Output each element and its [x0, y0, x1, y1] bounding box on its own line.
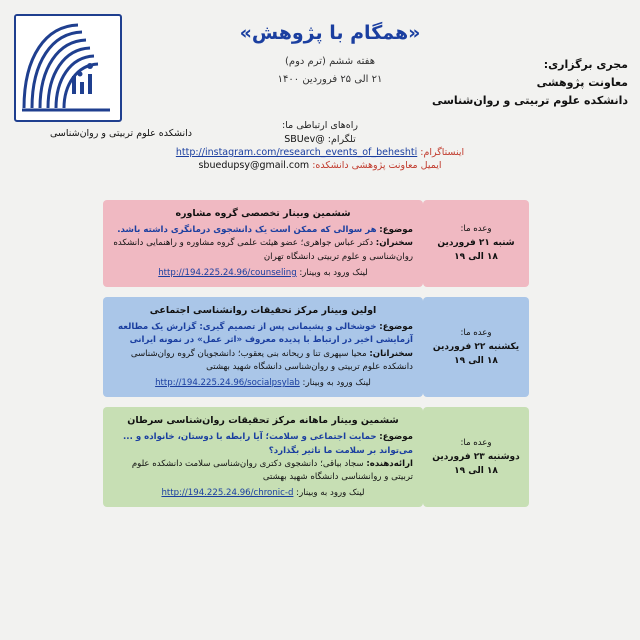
session-speaker — [113, 458, 413, 485]
session-row — [0, 407, 640, 507]
when-label: وعده ما: — [460, 438, 492, 449]
telegram-value[interactable]: @SBUev — [284, 134, 325, 145]
session-card — [103, 200, 423, 287]
session-row — [0, 200, 640, 287]
session-subject-label: موضوع: — [379, 432, 413, 443]
session-link[interactable]: http://194.225.24.96/socialpsylab — [155, 378, 300, 389]
session-link-row — [113, 268, 413, 278]
session-subject — [113, 321, 413, 348]
session-speaker-label: سخنران: — [375, 238, 413, 249]
session-subject — [113, 224, 413, 237]
email-label: ایمیل معاونت پژوهشی دانشکده: — [312, 160, 442, 171]
session-subject-text: خوشخالی و پشیمانی پس از تصمیم گیری: گزارش یک مطالعه آزمایشی اخیر در ارتباط با پدیده معروف «اثر عمل» در نمونه ایرانی — [118, 321, 413, 346]
when-date: دوشنبه ۲۳ فروردین — [432, 452, 520, 463]
contact-email-row — [0, 160, 640, 171]
session-subject-text: حمایت اجتماعی و سلامت؛ آیا رابطه با دوستان، خانواده و ... می‌تواند بر سلامت ما تاثیر بگذارد؟ — [123, 432, 413, 456]
session-subject-label: موضوع: — [379, 225, 413, 235]
page-date-range: ۲۱ الی ۲۵ فروردین ۱۴۰۰ — [277, 74, 383, 85]
email-value[interactable]: sbuedupsy@gmail.com — [198, 160, 310, 171]
when-time: ۱۸ الی ۱۹ — [454, 252, 498, 263]
telegram-label: تلگرام: — [327, 134, 356, 145]
session-card — [103, 297, 423, 397]
session-link-label: لینک ورود به وبینار: — [299, 267, 368, 278]
session-title: ششمین وبینار تخصصی گروه مشاوره — [175, 208, 351, 219]
session-row — [0, 297, 640, 397]
instagram-link[interactable]: http://instagram.com/research_events_of_beheshti — [175, 147, 418, 158]
session-speaker-text: سجاد بیاقی؛ دانشجوی دکتری روان‌شناسی سلامت دانشکده علوم تربیتی و روانشناسی دانشگاه شهید بهشتی — [131, 458, 413, 483]
page-title: «همگام با پژوهش» — [239, 22, 421, 44]
when-date: یکشنبه ۲۲ فروردین — [432, 342, 520, 353]
when-label: وعده ما: — [460, 328, 492, 339]
session-link-row — [113, 378, 413, 388]
page-subtitle: هفته ششم (ترم دوم) — [285, 56, 375, 67]
session-speaker-label: ارائه‌دهنده: — [366, 458, 413, 469]
session-when — [423, 200, 529, 287]
session-when — [423, 407, 529, 507]
instagram-label: اینستاگرام: — [420, 147, 465, 158]
organizer-label: مجری برگزاری: — [543, 58, 628, 71]
session-subject-label: موضوع: — [379, 321, 413, 332]
organizer-faculty: دانشکده علوم تربیتی و روان‌شناسی — [431, 94, 628, 107]
session-title: ششمین وبینار ماهانه مرکز تحقیقات روان‌شناسی سرطان — [127, 415, 399, 427]
session-when — [423, 297, 529, 397]
session-speaker — [113, 237, 413, 264]
when-time: ۱۸ الی ۱۹ — [454, 356, 498, 367]
when-time: ۱۸ الی ۱۹ — [454, 466, 498, 477]
session-subject — [113, 431, 413, 458]
when-label: وعده ما: — [460, 224, 492, 235]
session-link-label: لینک ورود به وبینار: — [296, 488, 365, 499]
organizer-block — [358, 58, 628, 107]
session-title: اولین وبینار مرکز تحقیقات روانشناسی اجتماعی — [149, 304, 377, 316]
session-list — [0, 200, 640, 517]
university-crest-icon — [14, 14, 122, 122]
session-link[interactable]: http://194.225.24.96/chronic-d — [161, 488, 294, 499]
contact-telegram-row — [0, 134, 640, 145]
session-speaker-label: سخنرانان: — [369, 348, 413, 359]
faculty-caption: دانشکده علوم تربیتی و روان‌شناسی — [49, 128, 193, 139]
session-link-label: لینک ورود به وبینار: — [302, 378, 371, 389]
contact-instagram-row — [0, 147, 640, 158]
session-link[interactable]: http://194.225.24.96/counseling — [158, 267, 297, 278]
session-link-row — [113, 488, 413, 498]
session-card — [103, 407, 423, 507]
session-speaker-text: دکتر عباس جواهری؛ عضو هیئت علمی گروه مشاوره و راهنمایی دانشکده روان‌شناسی و علوم تربیتی دانشگاه تهران — [113, 238, 413, 262]
when-date: شنبه ۲۱ فروردین — [437, 238, 515, 249]
session-subject-text: هر سوالی که ممکن است یک دانشجوی درمانگری داشته باشد. — [117, 225, 377, 235]
contact-block — [0, 120, 640, 173]
session-speaker-text: محیا سپهری تنا و ریحانه بنی یعقوب؛ دانشجویان گروه روان‌شناسی دانشکده علوم تربیتی و روان‌شناسی دانشگاه شهید بهشتی — [130, 348, 413, 372]
poster-header — [0, 0, 640, 182]
session-speaker — [113, 348, 413, 375]
organizer-name: معاونت پژوهشی — [536, 76, 628, 89]
contact-title: راه‌های ارتباطی ما: — [282, 120, 358, 131]
